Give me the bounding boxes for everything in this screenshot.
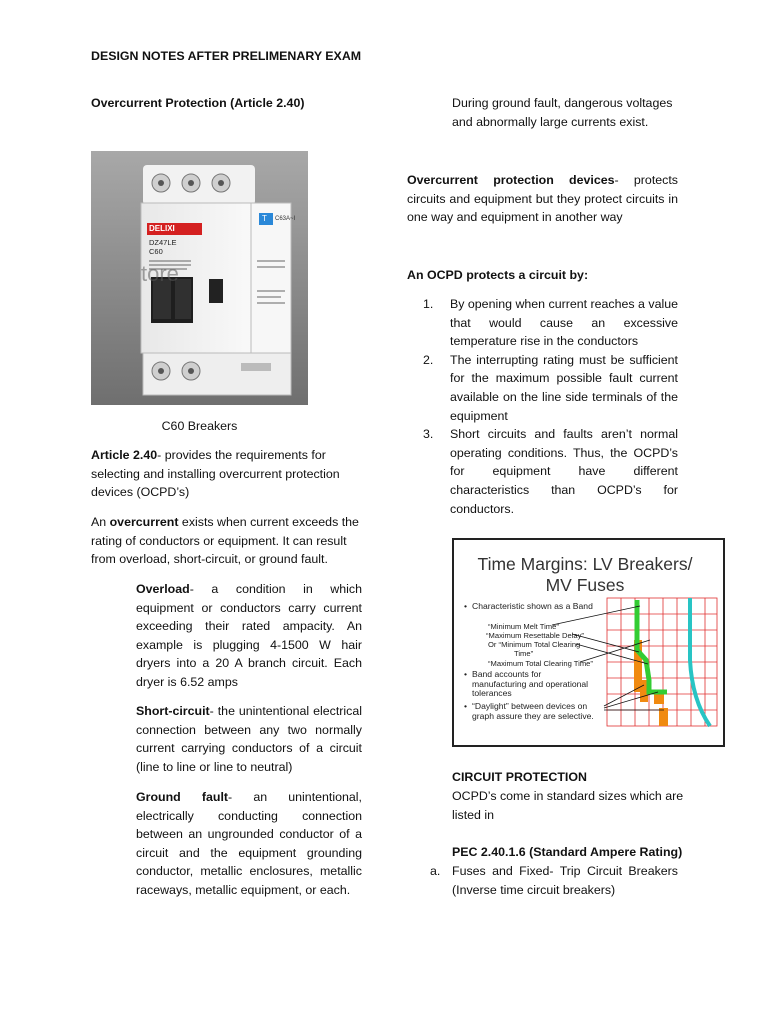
breaker-side-tag: T: [262, 214, 267, 223]
slide-title-line1: Time Margins: LV Breakers/: [477, 554, 693, 574]
slide-bullet-2-text: Band accounts for manufacturing and operational tolerances: [472, 669, 589, 699]
circuit-protection-heading: CIRCUIT PROTECTION: [452, 770, 587, 784]
list-item: [423, 295, 678, 351]
breaker-watermark: tore: [141, 261, 179, 286]
slide-sub-1: “Minimum Melt Time”: [488, 622, 559, 631]
article-label: Article 2.40: [91, 448, 158, 462]
ocpd-text: - protects circuits and equipment but they protect circuits in one way and equipment in another way: [407, 173, 678, 225]
overcurrent-paragraph: [91, 513, 361, 569]
circuit-protection-text: OCPD’s come in standard sizes which are listed in: [452, 789, 684, 822]
list-item-number: 3.: [423, 427, 434, 442]
list-item-text: By opening when current reaches a value that would cause an excessive temperature rise in the conductors: [450, 297, 678, 349]
protects-list: [423, 295, 678, 518]
overcurrent-term: overcurrent: [109, 515, 179, 529]
breaker-side-code: C63A~I: [275, 216, 296, 222]
document-title: DESIGN NOTES AFTER PRELIMENARY EXAM: [91, 49, 362, 63]
bullet-dot-icon: •: [464, 669, 468, 679]
list-item-number: 1.: [423, 297, 434, 311]
ocpd-label: Overcurrent protection devices: [407, 173, 615, 187]
breaker-model: DZ47LE: [149, 238, 177, 247]
time-current-graph: [454, 540, 723, 745]
def-ground-fault: [136, 788, 362, 900]
breaker-rating: C60: [149, 247, 163, 256]
list-item: [430, 862, 678, 899]
bullet-dot-icon: •: [464, 701, 468, 711]
ground-fault-note: During ground fault, dangerous voltages and abnormally large currents exist.: [452, 96, 673, 129]
article-paragraph: [91, 446, 361, 502]
bullet-dot-icon: •: [464, 601, 468, 611]
slide-sub-3b: Time”: [514, 649, 534, 658]
list-item: [423, 351, 678, 425]
section-heading: Overcurrent Protection (Article 2.40): [91, 96, 305, 110]
list-item-text: Fuses and Fixed- Trip Circuit Breakers (Inverse time circuit breakers): [452, 864, 678, 897]
def-ground-fault-term: Ground fault: [136, 790, 229, 804]
list-item-text: Short circuits and faults aren’t normal operating conditions. Thus, the OCPD’s for equipment have different characteristics than OCPD’s for conductors.: [450, 427, 678, 516]
overcurrent-pre: An: [91, 515, 110, 529]
pec-heading: PEC 2.40.1.6 (Standard Ampere Rating): [452, 845, 683, 859]
def-short-circuit-text: - the unintentional electrical connection between any two normally current carrying conductors of a circuit (line to line or line to neutral): [136, 704, 362, 774]
def-overload: [136, 580, 362, 692]
ampere-rating-list: [430, 862, 678, 899]
def-ground-fault-text: - an unintentional, electrically conducting connection between an ungrounded conductor of a circuit and the equipment grounding conductor, metallic enclosures, metallic raceways, metallic equipment, or each.: [136, 790, 362, 897]
def-short-circuit: [136, 702, 362, 776]
list-item-text: The interrupting rating must be sufficient for the maximum possible fault current available on the line side terminals of the equipment: [450, 352, 678, 423]
protects-heading: An OCPD protects a circuit by:: [407, 268, 589, 282]
slide-sub-3: Or “Minimum Total Clearing: [488, 640, 581, 649]
slide-title-line2: MV Fuses: [545, 575, 625, 595]
slide-bullet-3-text: “Daylight” between devices on graph assure they are selective.: [472, 701, 594, 721]
ocpd-paragraph: [407, 171, 678, 227]
time-margins-slide: [452, 538, 725, 747]
breaker-illustration: [91, 151, 308, 405]
article-text: - provides the requirements for selecting and installing overcurrent protection devices (OCPD’s): [91, 448, 340, 500]
list-item: [423, 425, 678, 518]
photo-caption: C60 Breakers: [161, 419, 238, 433]
breaker-brand: DELIXI: [149, 224, 175, 233]
list-item-letter: a.: [430, 864, 441, 878]
def-overload-term: Overload: [136, 582, 190, 596]
slide-bullet-1-text: Characteristic shown as a Band: [472, 601, 593, 611]
slide-sub-4: “Maximum Total Clearing Time”: [488, 659, 593, 668]
breaker-photo: [91, 151, 308, 405]
list-item-number: 2.: [423, 352, 434, 367]
overcurrent-text: exists when current exceeds the rating of conductors or equipment. It can result from overload, short-circuit, or ground fault.: [91, 515, 359, 567]
def-short-circuit-term: Short-circuit: [136, 704, 210, 718]
slide-sub-2: “Maximum Resettable Delay”: [486, 631, 584, 640]
def-overload-text: - a condition in which equipment or conductors carry current exceeding their rated ampacity. An example is plugging 4-1500 W hair dryers into a 20 A branch circuit. Each dryer is 6.52 amps: [136, 582, 362, 689]
